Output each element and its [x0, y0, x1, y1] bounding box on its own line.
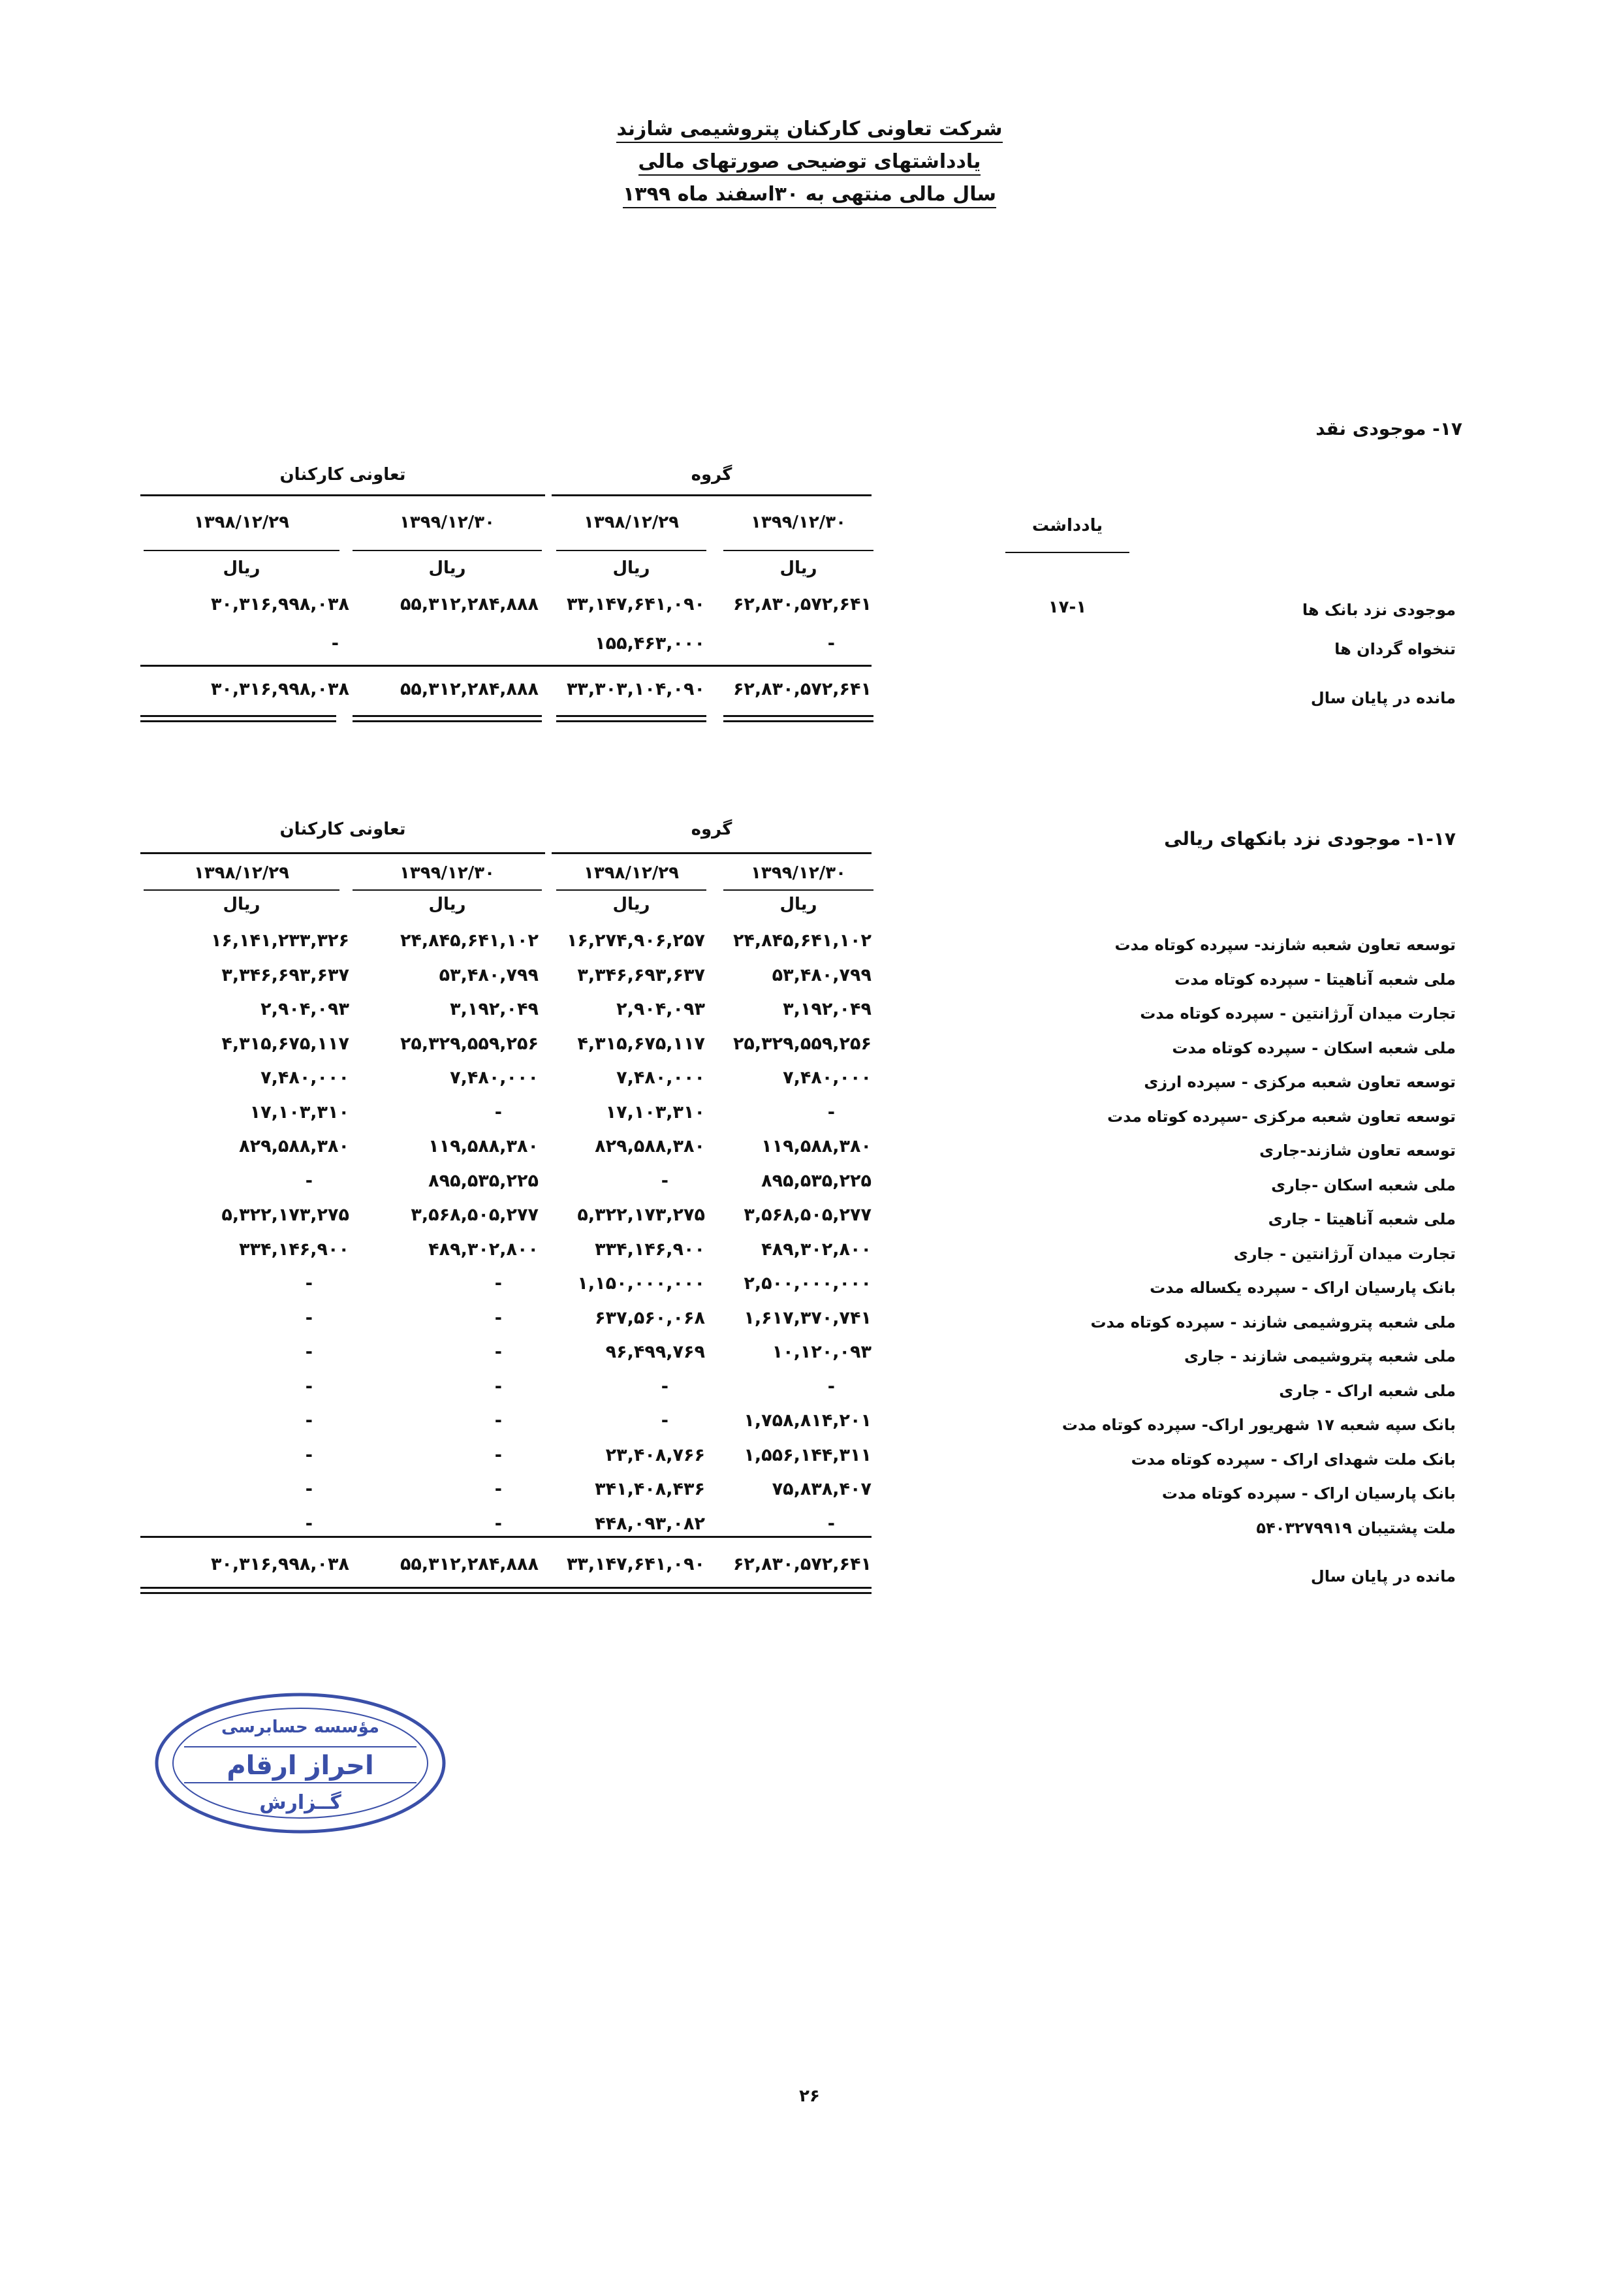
row-label: ملی شعبه پتروشیمی شازند - جاری [1184, 1347, 1456, 1365]
cell-coop-1398: ۳۰,۳۱۶,۹۹۸,۰۳۸ [210, 679, 349, 699]
banks-col-line-4 [144, 889, 339, 891]
cell-group-1398: ۱۶,۲۷۴,۹۰۶,۲۵۷ [566, 931, 705, 951]
row-label: تنخواه گردان ها [1334, 640, 1456, 658]
row-label: تجارت میدان آرژانتین - جاری [1233, 1244, 1456, 1263]
cash-unit-4: ریال [223, 558, 260, 578]
cell-group-1399: ۱,۶۱۷,۳۷۰,۷۴۱ [744, 1307, 872, 1328]
cell-group-1398: - [661, 1376, 669, 1397]
cash-col-line-4 [144, 550, 339, 551]
cell-coop-1399: ۳,۱۹۲,۰۴۹ [450, 999, 539, 1019]
cash-unit-2: ریال [612, 558, 650, 578]
row-label: بانک ملت شهدای اراک - سپرده کوتاه مدت [1131, 1450, 1456, 1469]
cell-coop-1399: ۱۱۹,۵۸۸,۳۸۰ [428, 1136, 539, 1156]
stamp-top-text: مؤسسه حسابرسی [221, 1717, 380, 1737]
row-label: توسعه تعاون شازند-جاری [1259, 1141, 1456, 1160]
cash-col-line-1 [723, 550, 873, 551]
cell-group-1398: ۳,۳۴۶,۶۹۳,۶۳۷ [577, 965, 705, 985]
cell-coop-1398: - [305, 1170, 313, 1191]
cell-coop-1398: ۸۲۹,۵۸۸,۳۸۰ [239, 1136, 349, 1156]
banks-col-line-2 [556, 889, 706, 891]
cell-group-1398: ۳۴۱,۴۰۸,۴۳۶ [595, 1479, 705, 1499]
cell-group-1398: ۴,۳۱۵,۶۷۵,۱۱۷ [577, 1033, 705, 1054]
row-label: توسعه تعاون شعبه مرکزی -سپرده کوتاه مدت [1107, 1107, 1456, 1126]
cell-group-1398: ۲,۹۰۴,۰۹۳ [616, 999, 705, 1019]
cell-group-1399: ۵۳,۴۸۰,۷۹۹ [772, 965, 872, 985]
cell-coop-1398: - [305, 1411, 313, 1431]
cell-group-1398: ۳۳,۳۰۳,۱۰۴,۰۹۰ [566, 679, 705, 699]
row-label: مانده در پایان سال [1310, 1567, 1456, 1586]
cash-note-header: یادداشت [1031, 516, 1103, 535]
cell-group-1399: ۱,۵۵۶,۱۴۴,۳۱۱ [744, 1444, 872, 1465]
cell-group-1398: ۱۷,۱۰۳,۳۱۰ [605, 1102, 705, 1123]
row-label: بانک پارسیان اراک - سپرده یکساله مدت [1150, 1279, 1456, 1297]
page-number: ۲۶ [799, 2086, 820, 2106]
cell-coop-1399: ۲۵,۳۲۹,۵۵۹,۲۵۶ [400, 1033, 539, 1054]
cell-coop-1398: ۳۰,۳۱۶,۹۹۸,۰۳۸ [210, 594, 349, 614]
cell-group-1398: ۱,۱۵۰,۰۰۰,۰۰۰ [577, 1273, 705, 1294]
cash-unit-1: ریال [779, 558, 817, 578]
cash-section-title: ۱۷- موجودی نقد [1315, 418, 1462, 439]
cell-coop-1399: ۵۵,۳۱۲,۲۸۴,۸۸۸ [400, 594, 539, 614]
banks-col-group-1398: ۱۳۹۸/۱۲/۲۹ [584, 863, 679, 883]
row-label: ملی شعبه اسکان - سپرده کوتاه مدت [1172, 1038, 1456, 1057]
stamp-bottom-text: گــزارش [259, 1791, 341, 1814]
cell-coop-1398: ۳۰,۳۱۶,۹۹۸,۰۳۸ [210, 1554, 349, 1574]
cell-group-1398: ۳۳,۱۴۷,۶۴۱,۰۹۰ [566, 594, 705, 614]
cell-group-1399: ۶۲,۸۳۰,۵۷۲,۶۴۱ [732, 1554, 872, 1574]
cash-coop-underline [140, 494, 545, 496]
row-label: ملت پشتیبان ۵۴۰۳۲۷۹۹۱۹ [1256, 1518, 1456, 1537]
row-label: ملی شعبه اسکان -جاری [1271, 1175, 1456, 1194]
cell-coop-1398: ۴,۳۱۵,۶۷۵,۱۱۷ [221, 1033, 349, 1054]
cash-total-underline-3 [556, 715, 706, 722]
cell-coop-1398: - [305, 1273, 313, 1294]
cell-coop-1399: - [494, 1102, 503, 1123]
banks-col-line-1 [723, 889, 873, 891]
cash-total-underline-2 [353, 715, 542, 722]
row-label: ملی شعبه آناهیتا - سپرده کوتاه مدت [1174, 970, 1456, 989]
cell-group-1399: ۴۸۹,۳۰۲,۸۰۰ [761, 1239, 872, 1260]
cell-coop-1399: - [494, 1307, 503, 1328]
cell-group-1399: ۲,۵۰۰,۰۰۰,۰۰۰ [744, 1273, 872, 1294]
cell-group-1399: ۶۲,۸۳۰,۵۷۲,۶۴۱ [732, 679, 872, 699]
cell-coop-1399: ۷,۴۸۰,۰۰۰ [450, 1068, 539, 1088]
cash-group-label: گروه [691, 465, 732, 485]
cell-coop-1399: - [494, 1479, 503, 1499]
cell-coop-1398: - [331, 633, 339, 654]
banks-col-line-3 [353, 889, 542, 891]
row-label: ملی شعبه اراک - جاری [1279, 1381, 1456, 1400]
cell-coop-1399: - [494, 1444, 503, 1465]
row-note: ۱۷-۱ [1048, 598, 1087, 617]
cell-coop-1398: - [305, 1444, 313, 1465]
cell-group-1398: ۷,۴۸۰,۰۰۰ [616, 1068, 705, 1088]
row-label: توسعه تعاون شعبه شازند- سپرده کوتاه مدت [1114, 936, 1456, 954]
cell-group-1399: ۷۵,۸۳۸,۴۰۷ [772, 1479, 872, 1499]
cell-coop-1399: - [494, 1273, 503, 1294]
cell-coop-1398: - [305, 1513, 313, 1534]
cell-group-1399: - [827, 1513, 836, 1534]
banks-coop-underline [140, 852, 545, 854]
cell-group-1399: - [827, 633, 836, 654]
row-label: ملی شعبه پتروشیمی شازند - سپرده کوتاه مدت [1090, 1313, 1456, 1331]
cell-coop-1399: ۵۵,۳۱۲,۲۸۴,۸۸۸ [400, 679, 539, 699]
cash-col-coop-1398: ۱۳۹۸/۱۲/۲۹ [194, 513, 289, 532]
cell-group-1398: - [661, 1411, 669, 1431]
cell-group-1399: ۱۱۹,۵۸۸,۳۸۰ [761, 1136, 872, 1156]
cell-coop-1398: ۵,۳۲۲,۱۷۳,۲۷۵ [221, 1205, 349, 1225]
cell-coop-1398: ۳,۳۴۶,۶۹۳,۶۳۷ [221, 965, 349, 985]
cell-coop-1398: ۱۶,۱۴۱,۲۳۳,۳۲۶ [210, 931, 349, 951]
cell-coop-1399: ۸۹۵,۵۳۵,۲۲۵ [428, 1170, 539, 1191]
fiscal-period: سال مالی منتهی به ۳۰اسفند ماه ۱۳۹۹ [0, 183, 1619, 206]
cell-coop-1399: - [494, 1376, 503, 1397]
banks-group-underline [552, 852, 872, 854]
cell-group-1398: ۳۳,۱۴۷,۶۴۱,۰۹۰ [566, 1554, 705, 1574]
cash-col-line-2 [556, 550, 706, 551]
cell-coop-1399: - [494, 1411, 503, 1431]
report-subtitle: یادداشتهای توضیحی صورتهای مالی [0, 150, 1619, 173]
cash-coop-label: تعاونی کارکنان [279, 465, 406, 485]
cash-group-underline [552, 494, 872, 496]
cell-group-1399: ۸۹۵,۵۳۵,۲۲۵ [761, 1170, 872, 1191]
cell-coop-1398: - [305, 1342, 313, 1362]
cell-coop-1399: ۴۸۹,۳۰۲,۸۰۰ [428, 1239, 539, 1260]
banks-unit-2: ریال [612, 895, 650, 914]
cell-group-1399: ۲۵,۳۲۹,۵۵۹,۲۵۶ [732, 1033, 872, 1054]
cell-group-1399: - [827, 1102, 836, 1123]
cell-group-1399: - [827, 1376, 836, 1397]
cash-note-line [1005, 552, 1129, 553]
banks-total-underline [140, 1587, 872, 1594]
cell-coop-1399: ۵۳,۴۸۰,۷۹۹ [439, 965, 539, 985]
cell-group-1399: ۳,۵۶۸,۵۰۵,۲۷۷ [744, 1205, 872, 1225]
row-label: بانک سپه شعبه ۱۷ شهریور اراک- سپرده کوتاه مدت [1061, 1416, 1456, 1434]
banks-col-group-1399: ۱۳۹۹/۱۲/۳۰ [751, 863, 846, 883]
banks-coop-label: تعاونی کارکنان [279, 820, 406, 839]
company-name: شرکت تعاونی کارکنان پتروشیمی شازند [0, 118, 1619, 140]
banks-group-label: گروه [691, 820, 732, 839]
cell-coop-1399: ۳,۵۶۸,۵۰۵,۲۷۷ [411, 1205, 539, 1225]
cell-group-1399: ۷,۴۸۰,۰۰۰ [783, 1068, 872, 1088]
cash-col-group-1398: ۱۳۹۸/۱۲/۲۹ [584, 513, 679, 532]
banks-unit-3: ریال [428, 895, 466, 914]
banks-col-coop-1398: ۱۳۹۸/۱۲/۲۹ [194, 863, 289, 883]
row-label: بانک پارسیان اراک - سپرده کوتاه مدت [1161, 1484, 1456, 1503]
row-label: ملی شعبه آناهیتا - جاری [1268, 1210, 1456, 1228]
cell-group-1399: ۶۲,۸۳۰,۵۷۲,۶۴۱ [732, 594, 872, 614]
cell-group-1399: ۱۰,۱۲۰,۰۹۳ [772, 1342, 872, 1362]
cell-coop-1399: ۲۴,۸۴۵,۶۴۱,۱۰۲ [400, 931, 539, 951]
cash-unit-3: ریال [428, 558, 466, 578]
banks-unit-1: ریال [779, 895, 817, 914]
cash-subtotal-line [140, 665, 872, 667]
cell-coop-1398: ۳۳۴,۱۴۶,۹۰۰ [239, 1239, 349, 1260]
cash-col-line-3 [353, 550, 542, 551]
banks-subtotal-line [140, 1536, 872, 1538]
cell-group-1399: ۳,۱۹۲,۰۴۹ [783, 999, 872, 1019]
cash-col-group-1399: ۱۳۹۹/۱۲/۳۰ [751, 513, 846, 532]
cell-group-1398: ۴۴۸,۰۹۳,۰۸۲ [595, 1513, 705, 1534]
cell-coop-1398: - [305, 1479, 313, 1499]
row-label: مانده در پایان سال [1310, 689, 1456, 707]
cash-total-underline-4 [723, 715, 873, 722]
cell-group-1399: ۱,۷۵۸,۸۱۴,۲۰۱ [744, 1411, 872, 1431]
cell-group-1398: - [661, 1170, 669, 1191]
cell-group-1398: ۱۵۵,۴۶۳,۰۰۰ [595, 633, 705, 654]
cell-coop-1398: ۲,۹۰۴,۰۹۳ [260, 999, 349, 1019]
row-label: توسعه تعاون شعبه مرکزی - سپرده ارزی [1144, 1073, 1456, 1091]
cell-group-1398: ۲۳,۴۰۸,۷۶۶ [605, 1444, 705, 1465]
row-label: تجارت میدان آرژانتین - سپرده کوتاه مدت [1140, 1004, 1456, 1023]
cell-coop-1399: - [494, 1513, 503, 1534]
row-label: موجودی نزد بانک ها [1302, 601, 1456, 619]
cell-group-1398: ۳۳۴,۱۴۶,۹۰۰ [595, 1239, 705, 1260]
banks-col-coop-1399: ۱۳۹۹/۱۲/۳۰ [400, 863, 495, 883]
cell-group-1398: ۶۳۷,۵۶۰,۰۶۸ [595, 1307, 705, 1328]
cash-col-coop-1399: ۱۳۹۹/۱۲/۳۰ [400, 513, 495, 532]
auditor-stamp [150, 1688, 450, 1838]
banks-unit-4: ریال [223, 895, 260, 914]
cell-coop-1398: - [305, 1307, 313, 1328]
cell-coop-1398: ۷,۴۸۰,۰۰۰ [260, 1068, 349, 1088]
cell-coop-1399: ۵۵,۳۱۲,۲۸۴,۸۸۸ [400, 1554, 539, 1574]
cell-coop-1398: - [305, 1376, 313, 1397]
cash-total-underline-1 [140, 715, 336, 722]
cell-group-1398: ۵,۳۲۲,۱۷۳,۲۷۵ [577, 1205, 705, 1225]
cell-group-1399: ۲۴,۸۴۵,۶۴۱,۱۰۲ [732, 931, 872, 951]
banks-section-title: ۱-۱۷- موجودی نزد بانکهای ریالی [1164, 828, 1456, 850]
cell-coop-1398: ۱۷,۱۰۳,۳۱۰ [249, 1102, 349, 1123]
stamp-middle-text: احراز ارقام [227, 1751, 374, 1781]
cell-group-1398: ۹۶,۴۹۹,۷۶۹ [605, 1342, 705, 1362]
cell-coop-1399: - [494, 1342, 503, 1362]
cell-group-1398: ۸۲۹,۵۸۸,۳۸۰ [595, 1136, 705, 1156]
